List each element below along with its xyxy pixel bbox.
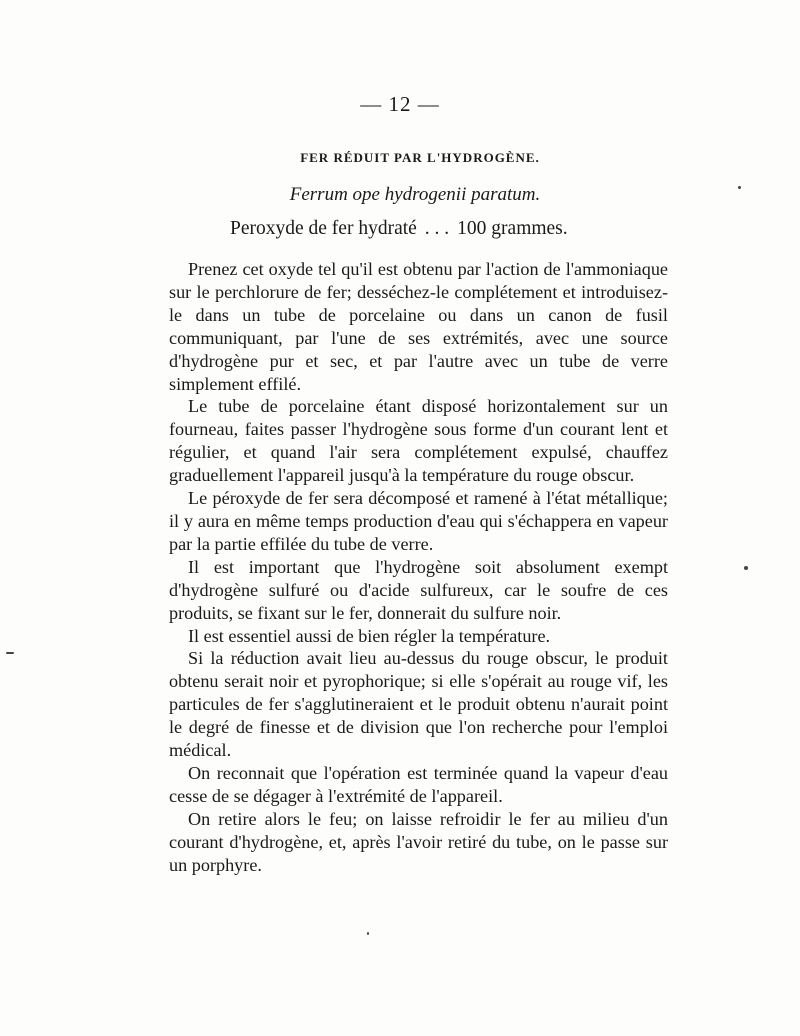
paragraph: Le péroxyde de fer sera décomposé et ramené à l'état métallique; il y aura en même temps production d'eau qui s'échappera en vapeur par la partie effilée du tube de verre. [169, 488, 668, 554]
paper-speck [744, 566, 748, 570]
recipe-quantity: 100 grammes. [457, 218, 568, 239]
paragraph: Si la réduction avait lieu au-dessus du rouge obscur, le produit obtenu serait noir et pyrophorique; si elle s'opérait au rouge vif, les particules de fer s'agglutineraient et le produit obtenu n'aurait point le degré de finesse et de division que l'on recherche pour l'emploi médical. [169, 648, 668, 761]
section-heading: FER RÉDUIT PAR L'HYDROGÈNE. [300, 150, 540, 165]
paragraph: Le tube de porcelaine étant disposé horizontalement sur un fourneau, faites passer l'hydrogène sous forme d'un courant lent et régulier, et quand l'air sera complétement expulsé, chauffez graduellement l'appareil jusqu'à la température du rouge obscur. [169, 396, 668, 486]
paper-speck [738, 186, 741, 189]
paragraph: On reconnait que l'opération est terminée quand la vapeur d'eau cesse de se dégager à l'extrémité de l'appareil. [169, 762, 668, 806]
paragraph: Il est essentiel aussi de bien régler la température. [188, 625, 551, 646]
paper-speck [6, 652, 14, 654]
latin-subtitle: Ferrum ope hydrogenii paratum. [289, 184, 541, 205]
paragraph: On retire alors le feu; on laisse refroidir le fer au milieu d'un courant d'hydrogène, et, après l'avoir retiré du tube, on le passe sur un porphyre. [169, 808, 668, 875]
recipe-line [230, 218, 568, 240]
page-number: — 12 — [360, 92, 440, 116]
recipe-leader: . . . [424, 218, 450, 239]
paper-speck [367, 932, 369, 935]
paragraph: Il est important que l'hydrogène soit absolument exempt d'hydrogène sulfuré ou d'acide sulfureux, car le soufre de ces produits, se fixant sur le fer, donnerait du sulfure noir. [169, 556, 668, 623]
paragraph: Prenez cet oxyde tel qu'il est obtenu par l'action de l'ammoniaque sur le perchlorure de fer; desséchez-le complétement et introduisez-le dans un tube de porcelaine ou dans un canon de fusil communiquant, par l'une de ses extrémités, avec une source d'hydrogène pur et sec, et par l'autre avec un tube de verre simplement effilé. [169, 259, 668, 394]
recipe-ingredient: Peroxyde de fer hydraté [230, 218, 417, 239]
body-text [169, 258, 668, 876]
